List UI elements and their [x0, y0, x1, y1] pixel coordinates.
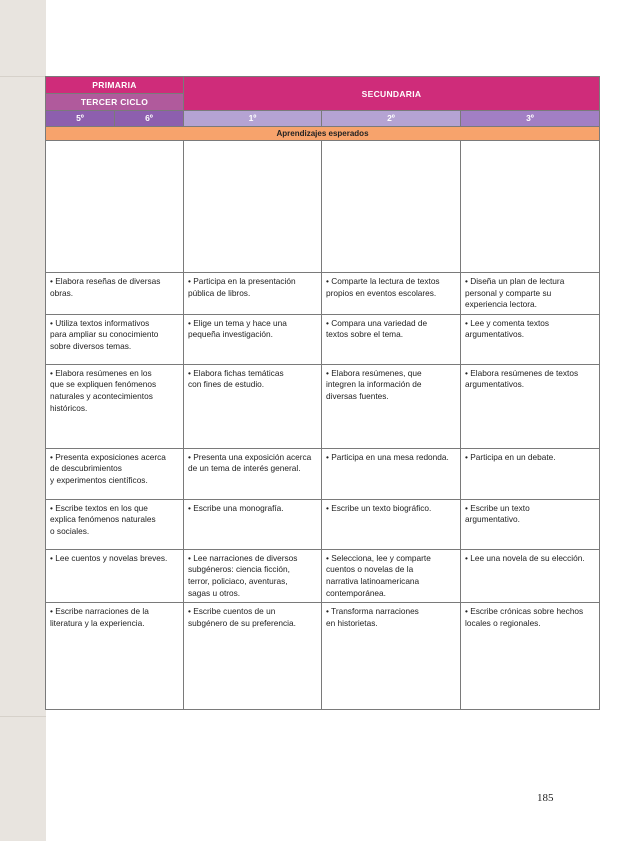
cell-sec-3: • Elabora resúmenes de textos argumentativos. — [461, 364, 600, 448]
empty-cell — [322, 141, 461, 273]
cell-sec-2: • Transforma narraciones en historietas. — [322, 603, 461, 710]
cell-sec-1: • Elige un tema y hace una pequeña investigación. — [184, 314, 322, 364]
empty-cell — [46, 141, 184, 273]
grade-sec-2-header: 2º — [322, 111, 461, 127]
empty-cell — [461, 141, 600, 273]
page-number: 185 — [537, 792, 554, 804]
primaria-header: PRIMARIA — [46, 77, 184, 94]
cell-sec-2: • Elabora resúmenes, que integren la información de diversas fuentes. — [322, 364, 461, 448]
cell-sec-3: • Escribe crónicas sobre hechos locales o regionales. — [461, 603, 600, 710]
cell-sec-2: • Participa en una mesa redonda. — [322, 448, 461, 499]
cell-sec-2: • Compara una variedad de textos sobre el tema. — [322, 314, 461, 364]
grade-5-header: 5º — [46, 111, 115, 127]
cell-sec-2: • Comparte la lectura de textos propios en eventos escolares. — [322, 273, 461, 315]
cell-sec-2: • Escribe un texto biográfico. — [322, 499, 461, 549]
cell-primaria: • Escribe textos en los que explica fenómenos naturales o sociales. — [46, 499, 184, 549]
table-row — [46, 549, 600, 602]
tercer-ciclo-header: TERCER CICLO — [46, 94, 184, 111]
cell-primaria: • Presenta exposiciones acerca de descubrimientos y experimentos científicos. — [46, 448, 184, 499]
table-row — [46, 364, 600, 448]
cell-primaria: • Utiliza textos informativos para ampliar su conocimiento sobre diversos temas. — [46, 314, 184, 364]
cell-sec-1: • Presenta una exposición acerca de un tema de interés general. — [184, 448, 322, 499]
table-row — [46, 314, 600, 364]
table-row — [46, 499, 600, 549]
cell-primaria: • Escribe narraciones de la literatura y la experiencia. — [46, 603, 184, 710]
aprendizajes-esperados-bar: Aprendizajes esperados — [46, 127, 600, 141]
cell-sec-1: • Escribe cuentos de un subgénero de su preferencia. — [184, 603, 322, 710]
table-row — [46, 273, 600, 315]
cell-sec-3: • Participa en un debate. — [461, 448, 600, 499]
cell-sec-3: • Lee y comenta textos argumentativos. — [461, 314, 600, 364]
cell-sec-1: • Participa en la presentación pública de libros. — [184, 273, 322, 315]
cell-sec-3: • Diseña un plan de lectura personal y comparte su experiencia lectora. — [461, 273, 600, 315]
side-strip-divider — [0, 76, 46, 77]
cell-sec-3: • Lee una novela de su elección. — [461, 549, 600, 602]
cell-primaria: • Elabora resúmenes en los que se expliquen fenómenos naturales y acontecimientos históricos. — [46, 364, 184, 448]
cell-sec-1: • Elabora fichas temáticas con fines de estudio. — [184, 364, 322, 448]
cell-sec-1: • Lee narraciones de diversos subgéneros: ciencia ficción, terror, policiaco, aventuras, sagas u otros. — [184, 549, 322, 602]
cell-primaria: • Elabora reseñas de diversas obras. — [46, 273, 184, 315]
table-row — [46, 448, 600, 499]
side-strip-divider — [0, 716, 46, 717]
cell-primaria: • Lee cuentos y novelas breves. — [46, 549, 184, 602]
side-margin-strip — [0, 0, 46, 841]
secundaria-header: SECUNDARIA — [184, 77, 600, 111]
empty-row — [46, 141, 600, 273]
cell-sec-2: • Selecciona, lee y comparte cuentos o novelas de la narrativa latinoamericana contemporánea. — [322, 549, 461, 602]
cell-sec-1: • Escribe una monografía. — [184, 499, 322, 549]
cell-sec-3: • Escribe un texto argumentativo. — [461, 499, 600, 549]
empty-cell — [184, 141, 322, 273]
table-row — [46, 603, 600, 710]
grade-sec-1-header: 1º — [184, 111, 322, 127]
curriculum-table — [45, 76, 600, 710]
grade-6-header: 6º — [115, 111, 184, 127]
grade-sec-3-header: 3º — [461, 111, 600, 127]
curriculum-table-container — [45, 76, 599, 710]
